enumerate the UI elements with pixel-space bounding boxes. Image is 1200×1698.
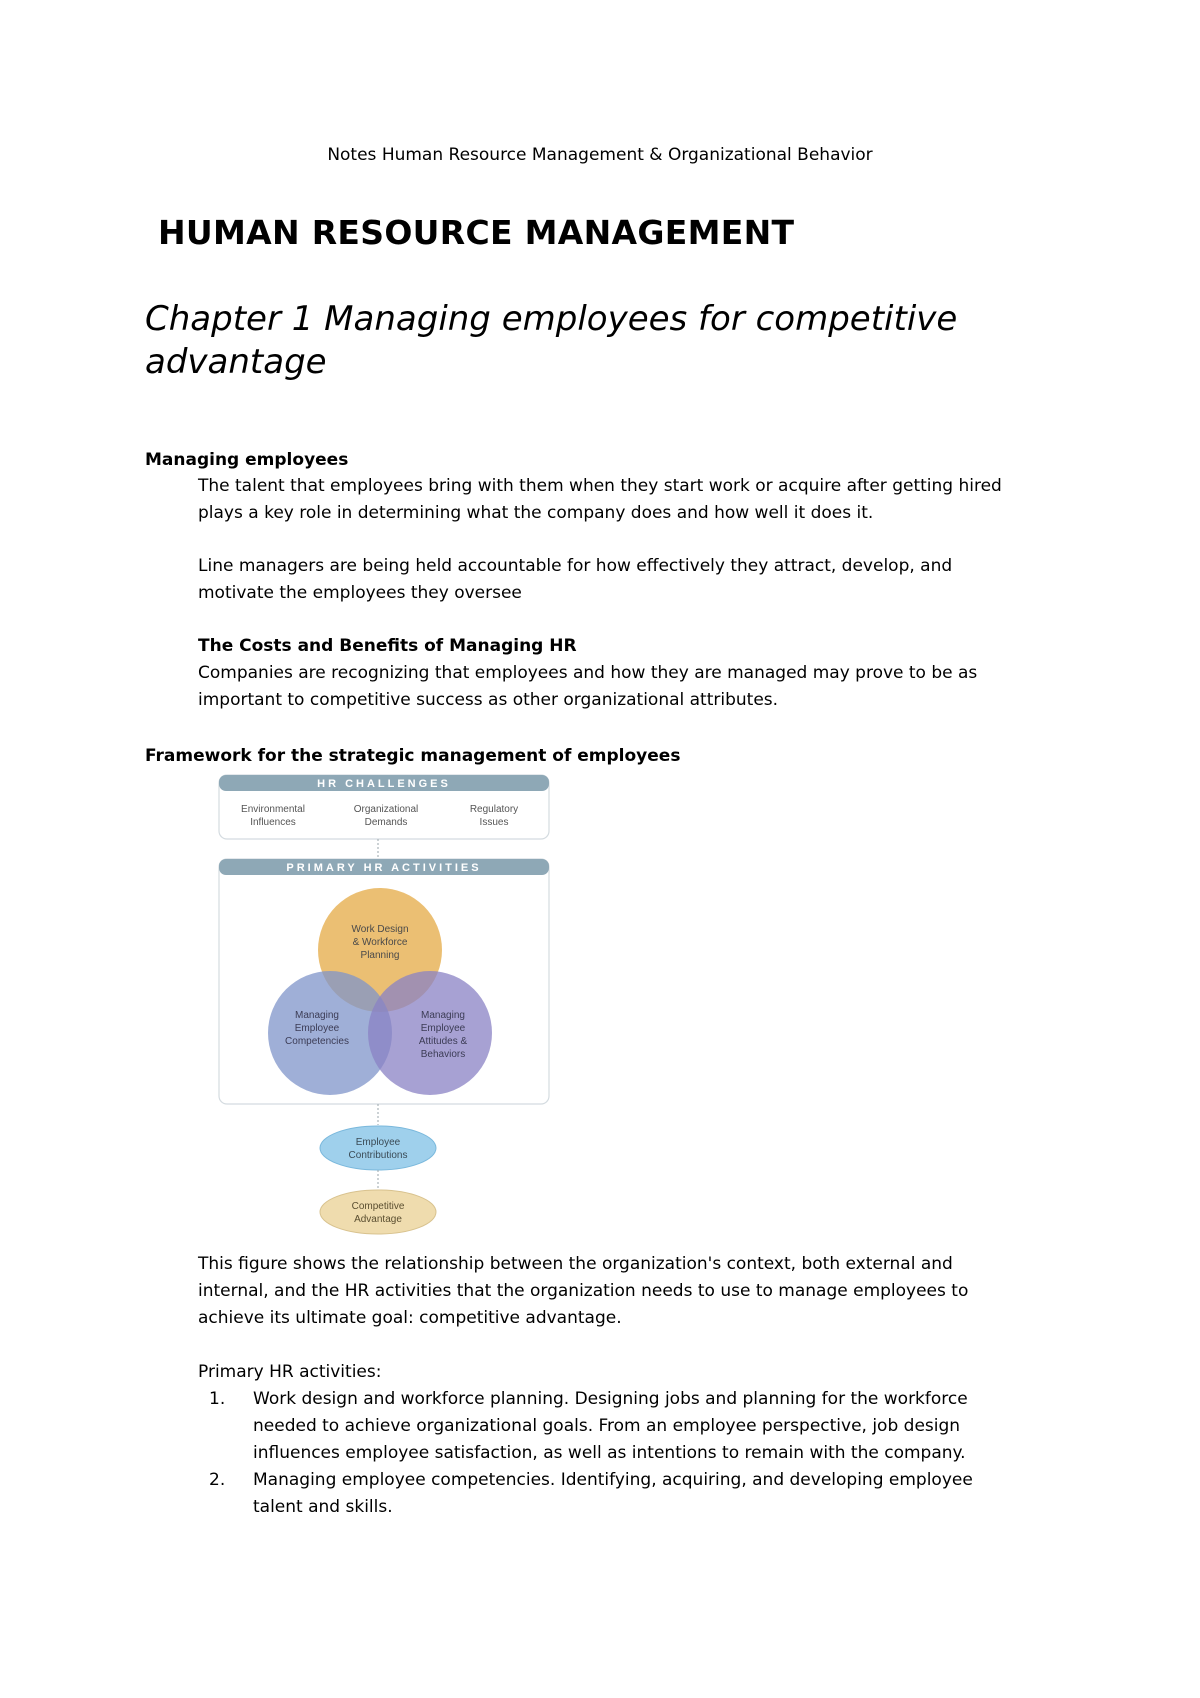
attitudes-label-4: Behaviors (420, 1049, 466, 1060)
text-line: The talent that employees bring with them when they start work or acquire after getting hired (198, 476, 1002, 496)
text-line: Companies are recognizing that employees and how they are managed may prove to be as (198, 663, 978, 683)
text-line: This figure shows the relationship between the organization's context, both external and (198, 1254, 953, 1274)
chapter-title-line-1: Chapter 1 Managing employees for competitive (145, 299, 958, 339)
hr-framework-figure (205, 765, 555, 1250)
attitudes-label-1: Managing (421, 1010, 465, 1021)
competencies-label-1: Managing (295, 1010, 339, 1021)
text-line: achieve its ultimate goal: competitive advantage. (198, 1308, 622, 1328)
list-item-number: 2. (209, 1470, 226, 1490)
hr-challenges-title: HR CHALLENGES (317, 778, 451, 790)
challenge-organizational-line-2: Demands (364, 817, 408, 828)
list-item-number: 1. (209, 1389, 226, 1409)
text-line: internal, and the HR activities that the organization needs to use to manage employees to (198, 1281, 969, 1301)
competencies-label-3: Competencies (285, 1036, 349, 1047)
figure-description (198, 1251, 968, 1332)
costs-benefits-heading: The Costs and Benefits of Managing HR (198, 636, 577, 656)
primary-activities-list (209, 1386, 973, 1521)
text-line: Managing employee competencies. Identifying, acquiring, and developing employee (253, 1470, 973, 1490)
list-item (209, 1467, 973, 1521)
text-line: important to competitive success as other organizational attributes. (198, 690, 779, 710)
header-note: Notes Human Resource Management & Organizational Behavior (327, 145, 873, 165)
text-line: Line managers are being held accountable for how effectively they attract, develop, and (198, 556, 953, 576)
text-line: needed to achieve organizational goals. From an employee perspective, job design (253, 1416, 961, 1436)
work-design-label-1: Work Design (351, 924, 409, 935)
attitudes-label-3: Attitudes & (418, 1036, 468, 1047)
challenge-organizational-line-1: Organizational (353, 804, 419, 815)
managing-employees-paragraph-1 (198, 473, 1002, 527)
text-line: plays a key role in determining what the company does and how well it does it. (198, 503, 874, 523)
advantage-label-1: Competitive (351, 1201, 405, 1212)
chapter-title-line-2: advantage (145, 342, 327, 382)
employee-contributions-ellipse (320, 1126, 436, 1170)
main-title: HUMAN RESOURCE MANAGEMENT (158, 213, 795, 252)
text-line: Work design and workforce planning. Designing jobs and planning for the workforce (253, 1389, 968, 1409)
work-design-label-2: & Workforce (352, 937, 408, 948)
advantage-label-2: Advantage (354, 1214, 402, 1225)
work-design-label-3: Planning (360, 950, 400, 961)
chapter-title (145, 298, 957, 384)
primary-activities-title: PRIMARY HR ACTIVITIES (286, 862, 482, 874)
managing-employees-heading: Managing employees (145, 450, 349, 470)
list-item (209, 1386, 973, 1467)
managing-employees-paragraph-2 (198, 553, 952, 607)
framework-heading: Framework for the strategic management of employees (145, 746, 681, 766)
challenge-regulatory-line-1: Regulatory (469, 804, 519, 815)
competitive-advantage-ellipse (320, 1190, 436, 1234)
contributions-label-1: Employee (355, 1137, 401, 1148)
contributions-label-2: Contributions (348, 1150, 408, 1161)
text-line: motivate the employees they oversee (198, 583, 522, 603)
text-line: talent and skills. (253, 1497, 393, 1517)
challenge-environmental-line-2: Influences (250, 817, 296, 828)
attitudes-label-2: Employee (420, 1023, 466, 1034)
text-line: influences employee satisfaction, as well as intentions to remain with the company. (253, 1443, 966, 1463)
primary-activities-label: Primary HR activities: (198, 1362, 382, 1382)
challenge-regulatory-line-2: Issues (479, 817, 509, 828)
challenge-environmental-line-1: Environmental (241, 804, 305, 815)
competencies-label-2: Employee (294, 1023, 340, 1034)
costs-benefits-paragraph (198, 660, 977, 714)
